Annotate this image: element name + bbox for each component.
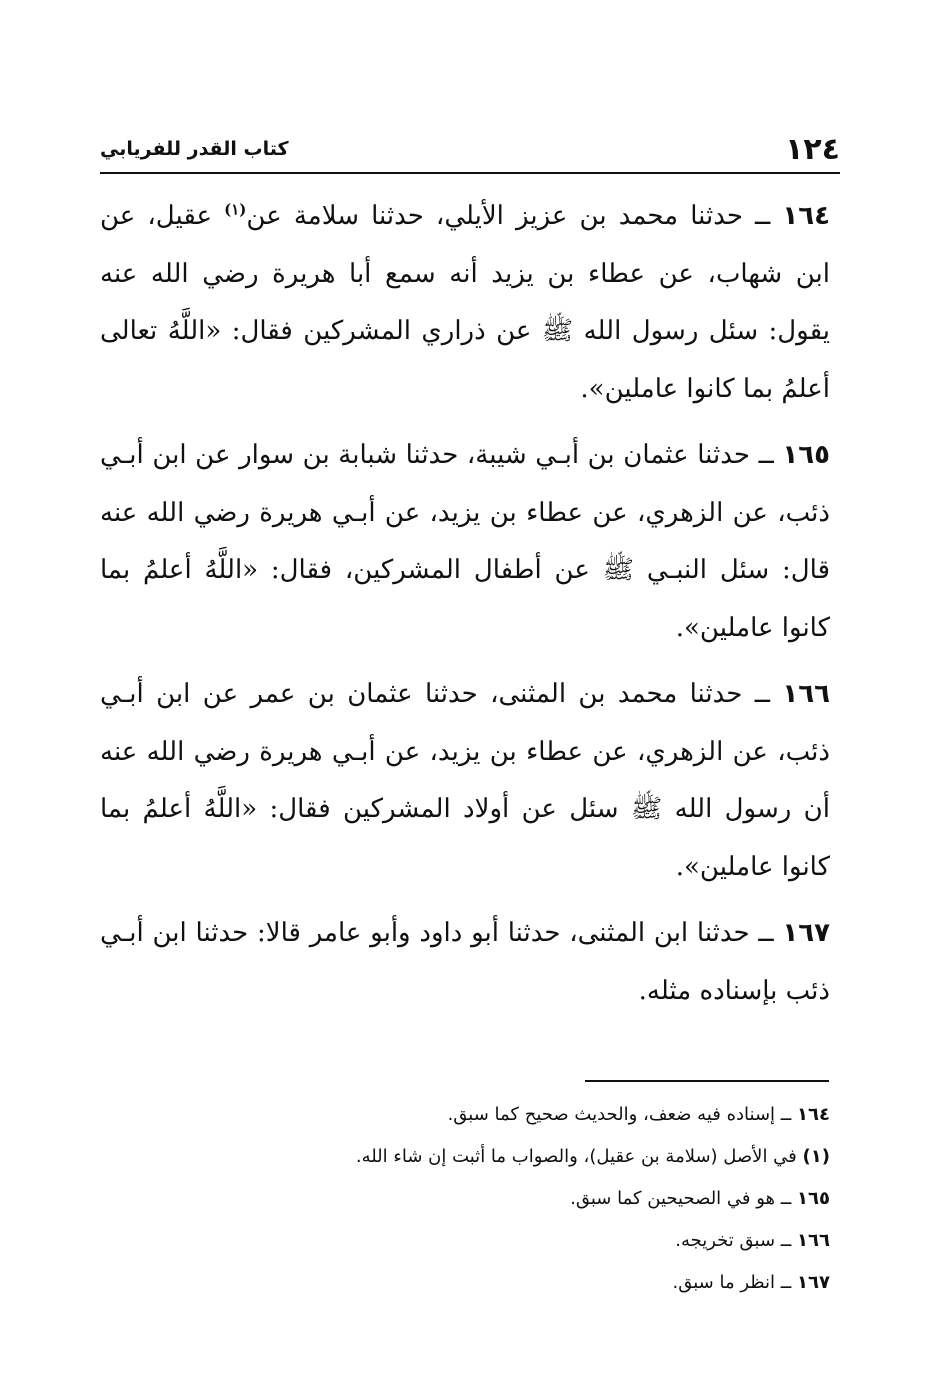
hadith-number: ١٦٧	[782, 918, 831, 948]
footnote-text: ــ انظر ما سبق.	[672, 1272, 792, 1293]
hadith-text-continued: عقيل، عن ابن شهاب، عن عطاء بن يزيد أنه سمع أبا هريرة رضي الله عنه يقول: سئل رسول الله ﷺ عن ذراري المشركين فقال: «اللَّهُ تعالى أعلمُ بما كانوا عاملين».	[100, 201, 830, 404]
footnote	[100, 1262, 830, 1304]
footnote-text: في الأصل (سلامة بن عقيل)، والصواب ما أثبت إن شاء الله.	[355, 1146, 797, 1167]
hadith-paragraph	[100, 188, 830, 418]
hadith-number: ١٦٥	[782, 440, 831, 470]
hadith-paragraph	[100, 427, 830, 657]
footnote	[100, 1178, 830, 1220]
footnote-text: ــ هو في الصحيحين كما سبق.	[570, 1188, 792, 1209]
footnote-number: (١)	[802, 1146, 830, 1167]
hadith-number: ١٦٤	[782, 201, 830, 231]
footnote	[100, 1220, 830, 1262]
footnote	[100, 1094, 830, 1136]
hadith-text: ــ حدثنا محمد بن المثنى، حدثنا عثمان بن عمر عن ابن أبـي ذئب، عن الزهري، عن عطاء بن يزيد، عن أبـي هريرة رضي الله عنه أن رسول الله ﷺ سئل عن أولاد المشركين فقال: «اللَّهُ أعلمُ بما كانوا عاملين».	[100, 679, 830, 882]
footnotes	[100, 1094, 830, 1304]
footnote-marker: (١)	[224, 200, 247, 219]
hadith-number: ١٦٦	[782, 679, 831, 709]
footnote-separator	[585, 1080, 829, 1082]
page-number: ١٢٤	[785, 132, 840, 167]
hadith-text: ــ حدثنا محمد بن عزيز الأيلي، حدثنا سلامة عن	[246, 201, 771, 231]
hadith-paragraph	[100, 666, 830, 896]
footnote-text: ــ إسناده فيه ضعف، والحديث صحيح كما سبق.	[447, 1104, 792, 1125]
footnote-text: ــ سبق تخريجه.	[675, 1230, 792, 1251]
hadith-text: ــ حدثنا ابن المثنى، حدثنا أبو داود وأبو عامر قالا: حدثنا ابن أبـي ذئب بإسناده مثله.	[100, 918, 830, 1006]
footnote	[100, 1136, 830, 1178]
footnote-number: ١٦٥	[797, 1188, 830, 1209]
footnote-number: ١٦٤	[797, 1104, 830, 1125]
hadith-paragraph	[100, 905, 830, 1020]
footnote-number: ١٦٦	[797, 1230, 830, 1251]
book-title: كتاب القدر للفريابي	[100, 138, 289, 160]
main-text	[100, 188, 830, 1029]
footnote-number: ١٦٧	[797, 1272, 830, 1293]
page-header	[100, 128, 840, 174]
hadith-text: ــ حدثنا عثمان بن أبـي شيبة، حدثنا شبابة بن سوار عن ابن أبـي ذئب، عن الزهري، عن عطاء بن يزيد، عن أبـي هريرة رضي الله عنه قال: سئل النبـي ﷺ عن أطفال المشركين، فقال: «اللَّهُ أعلمُ بما كانوا عاملين».	[100, 440, 830, 643]
